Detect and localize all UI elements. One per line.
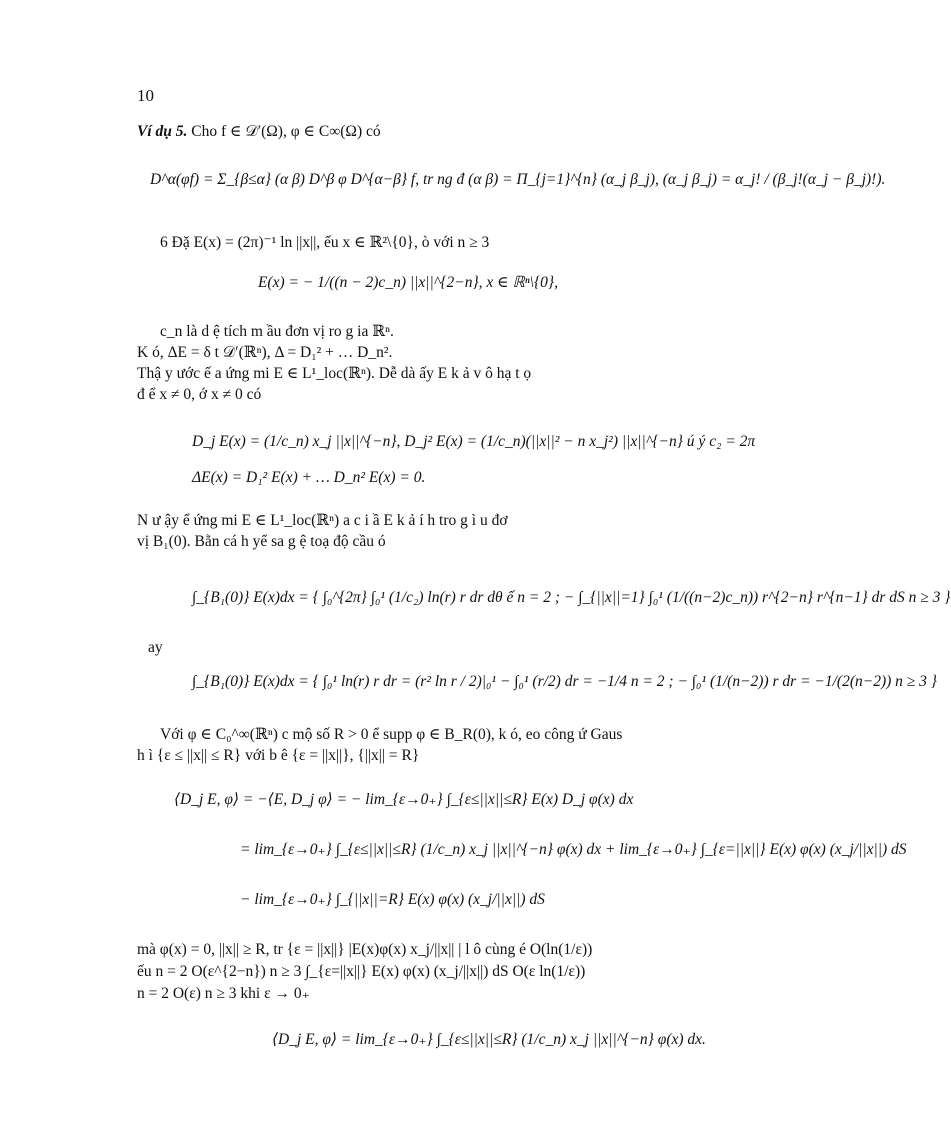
- equation-ball-integral-value: ∫_{B₁(0)} E(x)dx = { ∫₀¹ ln(r) r dr = (r² ln r / 2)|₀¹ − ∫₀¹ (r/2) dr = −1/4 n = 2 ; − ∫₀¹ (1/(n−2)) r dr = −1/(2(n−2)) n ≥ 3 }: [192, 673, 937, 690]
- text-estimate-1: mà φ(x) = 0, ||x|| ≥ R, tr {ε = ||x||} |E(x)φ(x) x_j/||x|| | l ô cùng é O(ln(1/ε)): [137, 941, 593, 958]
- equation-ball-integral: ∫_{B₁(0)} E(x)dx = { ∫₀^{2π} ∫₀¹ (1/c₂) ln(r) r dr dθ ế n = 2 ; − ∫_{||x||=1} ∫₀¹ (1/((n−2)c_n)) r^{2−n} r^{n−1} dr dS n ≥ 3 }: [192, 589, 951, 606]
- equation-pairing-3: − lim_{ε→0₊} ∫_{||x||=R} E(x) φ(x) (x_j/||x||) dS: [240, 891, 545, 908]
- text-estimate-2: ếu n = 2 O(ε^{2−n}) n ≥ 3 ∫_{ε=||x||} E(x) φ(x) (x_j/||x||) dS O(ε ln(1/ε)): [137, 963, 586, 980]
- text-integrability: N ư ậy ể ứng mi E ∈ L¹_loc(ℝⁿ) a c i ầ E k ả í h tro g ì u đơ: [137, 512, 508, 529]
- equation-fundamental-solution: E(x) = − 1/((n − 2)c_n) ||x||^{2−n}, x ∈ ℝⁿ\{0},: [257, 274, 559, 291]
- text-proof-cont: đ ể x ≠ 0, ớ x ≠ 0 có: [137, 386, 262, 403]
- equation-leibniz: D^α(φf) = Σ_{β≤α} (α β) D^β φ D^{α−β} f, tr ng đ (α β) = Π_{j=1}^{n} (α_j β_j), (α_j β_j) = α_j! / (β_j!(α_j − β_j)!).: [150, 171, 886, 188]
- equation-laplacian-zero: ΔE(x) = D₁² E(x) + … D_n² E(x) = 0.: [192, 469, 426, 486]
- text-proof-start: Thậ y ước ế a ứng mi E ∈ L¹_loc(ℝⁿ). Dễ dà ấy E k ả v ô hạ t ọ: [137, 365, 532, 382]
- text-definition-e: 6 Đặ E(x) = (2π)⁻¹ ln ||x||, ếu x ∈ ℝ²\{0}, ò với n ≥ 3: [160, 234, 490, 251]
- example-intro: Cho f ∈ 𝒟′(Ω), φ ∈ C∞(Ω) có: [191, 123, 381, 140]
- page-number: 10: [137, 86, 154, 105]
- equation-derivatives: D_j E(x) = (1/c_n) x_j ||x||^{−n}, D_j² E(x) = (1/c_n)(||x||² − n x_j²) ||x||^{−n} ú ý c₂ = 2π: [192, 433, 756, 450]
- text-delta-statement: K ó, ΔE = δ t 𝒟′(ℝⁿ), Δ = D₁² + … D_n².: [137, 344, 393, 361]
- text-spherical-coords: vị B₁(0). Bằn cá h yể sa g ệ toạ độ cầu ó: [137, 533, 386, 550]
- equation-pairing-1: ⟨D_j E, φ⟩ = −⟨E, D_j φ⟩ = − lim_{ε→0₊} ∫_{ε≤||x||≤R} E(x) D_j φ(x) dx: [174, 791, 634, 808]
- text-test-function: Với φ ∈ C₀^∞(ℝⁿ) c mộ số R > 0 ể supp φ ∈ B_R(0), k ó, eo công ứ Gaus: [160, 726, 623, 743]
- text-annulus-boundary: h ì {ε ≤ ||x|| ≤ R} với b ê {ε = ||x||}, {||x|| = R}: [137, 747, 420, 764]
- text-hence: ay: [148, 639, 163, 656]
- equation-result: ⟨D_j E, φ⟩ = lim_{ε→0₊} ∫_{ε≤||x||≤R} (1/c_n) x_j ||x||^{−n} φ(x) dx.: [272, 1031, 706, 1048]
- text-estimate-3: n = 2 O(ε) n ≥ 3 khi ε → 0₊: [137, 985, 310, 1002]
- text-cn-definition: c_n là d ệ tích m ầu đơn vị ro g ia ℝⁿ.: [160, 323, 394, 340]
- example-heading: [137, 122, 381, 142]
- example-label: Ví dụ 5.: [137, 123, 188, 140]
- equation-pairing-2: = lim_{ε→0₊} ∫_{ε≤||x||≤R} (1/c_n) x_j ||x||^{−n} φ(x) dx + lim_{ε→0₊} ∫_{ε=||x||} E(x) φ(x) (x_j/||x||) dS: [240, 841, 907, 858]
